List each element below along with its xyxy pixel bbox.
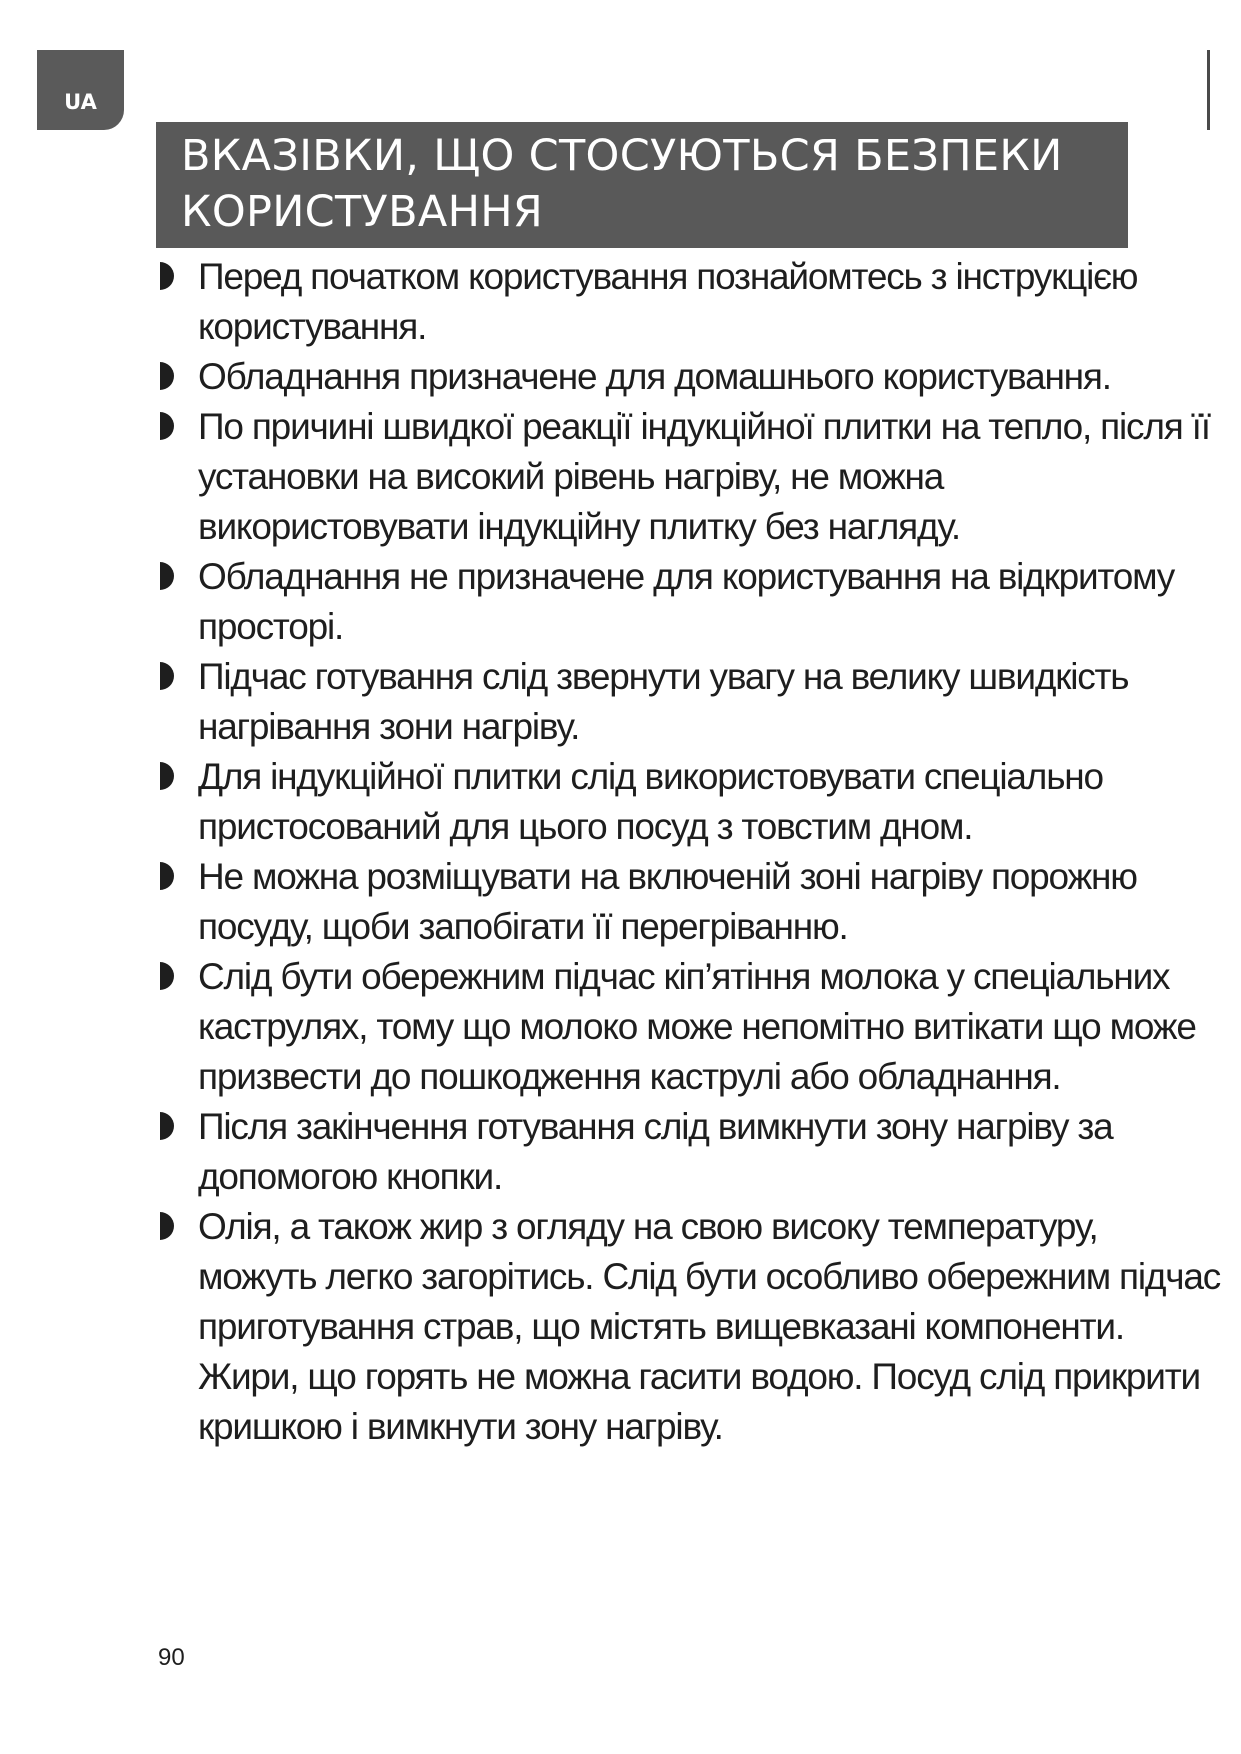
bullet-icon [160,562,174,590]
list-item-text: По причині швидкої реакції індукційної плитки на тепло, після її установки на високий рівень нагріву, не можна використовувати індукційну плитку без нагляду. [198,406,1210,547]
list-item [160,752,1220,852]
list-item-text: Для індукційної плитки слід використовувати спеціально пристосований для цього посуд з товстим дном. [198,756,1103,847]
section-title-line-1: ВКАЗІВКИ, ЩО СТОСУЮТЬСЯ БЕЗПЕКИ [181,131,1063,181]
bullet-icon [160,762,174,790]
bullet-icon [160,662,174,690]
corner-divider [1207,50,1210,130]
list-item-text: Після закінчення готування слід вимкнути зону нагріву за допомогою кнопки. [198,1106,1113,1197]
page-number: 90 [158,1644,185,1671]
list-item-text: Олія, а також жир з огляду на свою високу температуру, можуть легко загорітись. Слід бути особливо обережним підчас приготування страв, що містять вищевказані компоненти. Жири, що горять не можна гасити водою. Посуд слід прикрити кришкою і вимкнути зону нагріву. [198,1206,1221,1447]
bullet-icon [160,262,174,290]
list-item-text: Не можна розміщувати на включеній зоні нагріву порожню посуду, щоби запобігати її перегріванню. [198,856,1137,947]
language-tab [37,50,124,130]
list-item-text: Перед початком користування познайомтесь з інструкцією користування. [198,256,1138,347]
bullet-icon [160,412,174,440]
list-item [160,252,1220,352]
bullet-icon [160,1112,174,1140]
list-item [160,852,1220,952]
list-item [160,402,1220,552]
section-title-line-2: КОРИСТУВАННЯ [181,187,544,237]
list-item [160,952,1220,1102]
list-item-text: Слід бути обережним підчас кіп’ятіння молока у спеціальних каструлях, тому що молоко може непомітно витікати що може призвести до пошкодження каструлі або обладнання. [198,956,1196,1097]
list-item-text: Підчас готування слід звернути увагу на велику швидкість нагрівання зони нагріву. [198,656,1129,747]
list-item [160,652,1220,752]
safety-instructions-list [160,252,1220,1452]
bullet-icon [160,862,174,890]
list-item [160,352,1220,402]
bullet-icon [160,962,174,990]
section-title [156,122,1128,248]
list-item-text: Обладнання призначене для домашнього користування. [198,356,1111,397]
list-item [160,1202,1220,1452]
language-tab-label: UA [64,90,97,114]
list-item [160,1102,1220,1202]
bullet-icon [160,362,174,390]
list-item [160,552,1220,652]
bullet-icon [160,1212,174,1240]
list-item-text: Обладнання не призначене для користування на відкритому просторі. [198,556,1175,647]
